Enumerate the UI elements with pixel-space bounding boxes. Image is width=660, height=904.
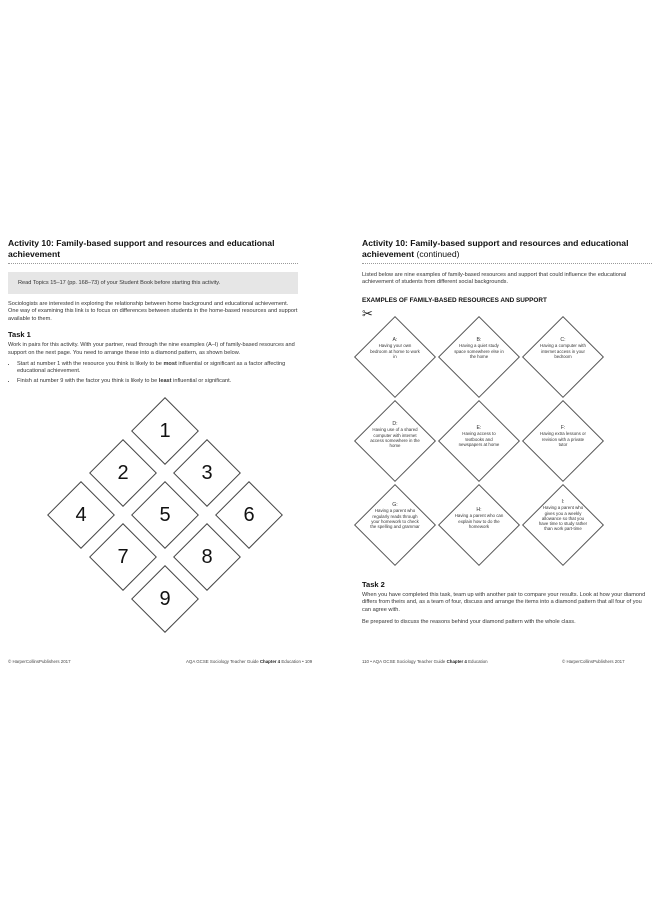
diamond-number-1: 1 [159,420,171,442]
card-b-text: B: Having a quiet study space somewhere else in the home [454,337,504,359]
right-footer-copyright: © HarperCollinsPublishers 2017 [562,659,625,664]
right-activity-title: Activity 10: Family-based support and resources and educational achievement (continued) [362,238,629,259]
diamond-number-4: 4 [75,504,87,526]
diamond-number-7: 7 [117,546,129,568]
right-title-divider [362,263,652,264]
left-page [8,238,298,387]
card-e-text: E: Having access to textbooks and newspapers at home [458,425,500,447]
card-f-text: F: Having extra lessons or revision with a private tutor [540,425,586,447]
task2-section [362,580,652,627]
task2-text-2: Be prepared to discuss the reasons behind your diamond pattern with the whole class. [362,619,576,626]
left-footer-copyright: © HarperCollinsPublishers 2017 [8,659,71,664]
left-intro-paragraph: Sociologists are interested in exploring the relationship between home background and educational achievement. One way of examining this link is to focus on differences between students in the home-based resources and support available to them. [8,301,298,322]
task2-heading: Task 2 [362,580,385,589]
left-footer-page-info: AQA GCSE Sociology Teacher Guide Chapter 4 Education • 109 [186,659,313,664]
card-c-text: C: Having a computer with internet access in your bedroom [540,337,586,359]
left-title-divider [8,263,298,264]
card-h-text: H: Having a parent who can explain how to do the homework [454,507,504,529]
task1-text: Work in pairs for this activity. With your partner, read through the nine examples (A–I) of family-based resources and support on the next page. You need to arrange these into a diamond pattern, as shown below. [8,342,295,356]
examples-heading: EXAMPLES OF FAMILY-BASED RESOURCES AND SUPPORT [362,296,547,304]
task2-text: When you have completed this task, team up with another pair to compare your results. Look at how your diamond differs from theirs and, as a team of four, discuss and arrange the items into a diamond pattern that all four of you can agree with. [362,592,646,613]
card-g-text: G: Having a parent who regularly reads through your homework to check the spelling and grammar [370,502,420,530]
task1-bullets [8,361,298,385]
diamond-number-6: 6 [243,504,255,526]
diamond-number-9: 9 [159,588,171,610]
scissors-icon: ✂ [362,306,373,321]
read-topics-box: Read Topics 15–17 (pp. 168–73) of your Student Book before starting this activity. [8,272,298,294]
bullet-least: • Finish at number 9 with the factor you think is likely to be least influential or significant. [17,378,298,385]
card-d-text: D: Having use of a shared computer with internet access somewhere in the home [370,421,420,449]
task1-heading: Task 1 [8,330,31,340]
card-i-text: I: Having a parent who gives you a weekly allowance so that you have time to study rather than work part-time [538,499,588,532]
bullet-most: • Start at number 1 with the resource you think is likely to be most influential or significant as a factor affecting educational achievement. [17,361,298,376]
right-page [362,238,652,304]
diamond-number-5: 5 [159,504,171,526]
continued-label: (continued) [416,248,460,259]
left-activity-title: Activity 10: Family-based support and resources and educational achievement [8,238,275,259]
diamond-number-8: 8 [201,546,213,568]
card-a-text: A: Having your own bedroom at home to work in [370,337,420,359]
diamond-number-3: 3 [201,462,213,484]
diamond-number-2: 2 [117,462,129,484]
right-intro-paragraph: Listed below are nine examples of family-based resources and support that could influence the educational achievement of students from different social backgrounds. [362,272,627,286]
right-footer-page-info: 110 • AQA GCSE Sociology Teacher Guide Chapter 4 Education [362,659,488,664]
